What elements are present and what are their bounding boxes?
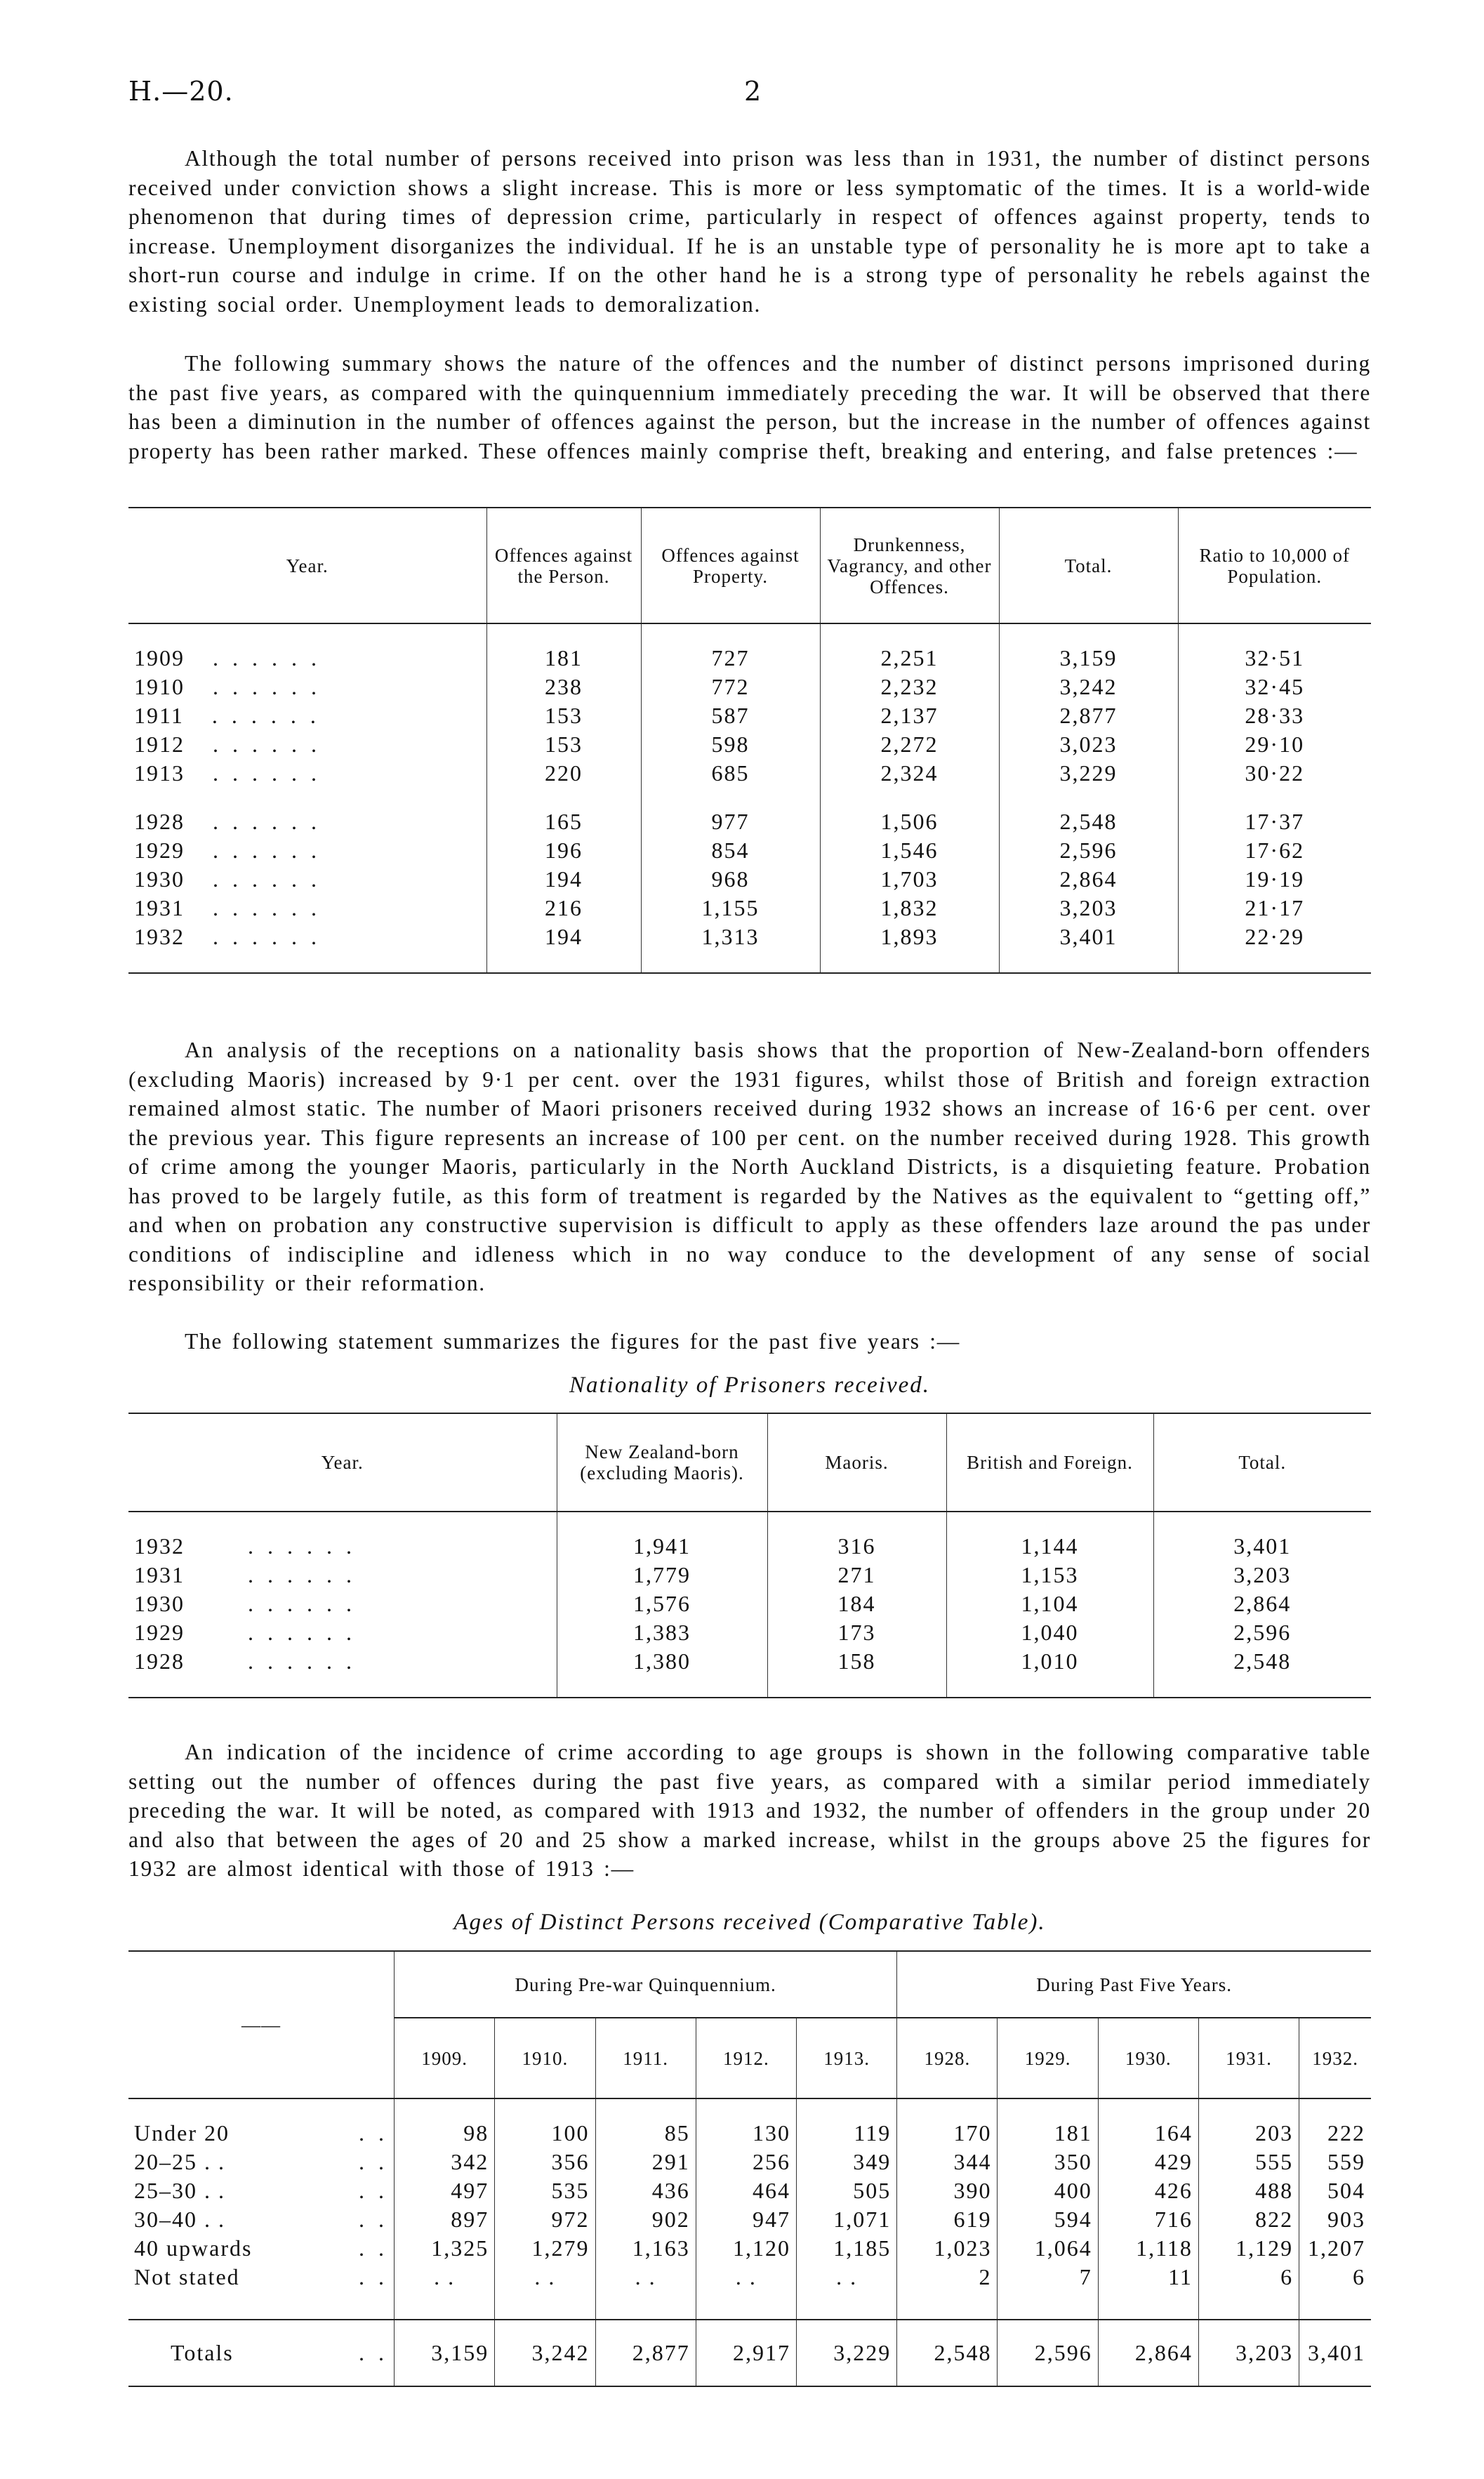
year-cell: 1928 [134,809,185,834]
page-number: 2 [744,76,762,107]
paragraph-summary-intro [128,349,1371,465]
value-cell: . . [495,2263,595,2292]
property-cell: 685 [641,759,820,788]
person-cell: 196 [486,836,641,865]
value-cell: . . [395,2263,495,2292]
leader-dots: . . [359,2178,389,2203]
col-header-year: 1932. [1299,2018,1371,2098]
table-row [128,1561,1371,1589]
leader-dots: . . [359,2235,389,2261]
col-header-drunkenness: Drunkenness, Vagrancy, and other Offences. [820,508,999,623]
age-group-label: 25–30 . . [134,2178,225,2203]
maoris-cell: 316 [767,1532,946,1561]
table-row [128,923,1371,951]
value-cell: 1,279 [495,2234,595,2263]
value-cell: 436 [595,2176,696,2205]
table-row [128,730,1371,759]
value-cell: 350 [998,2148,1098,2176]
year-cell: 1913 [134,760,185,786]
value-cell: 619 [897,2205,998,2234]
total-cell: 3,159 [999,644,1178,673]
value-cell: 256 [696,2148,796,2176]
paragraph-text: Although the total number of persons received into prison was less than in 1931, the number of distinct persons received under conviction shows a slight increase. This is more or less symptomatic of the times. It is a world-wide phenomenon that during times of depression crime, particularly in respect of offences against property, tends to increase. Unemployment disorganizes the individual. If he is an unstable type of personality he is more apt to take a short-run course and indulge in crime. If on the other hand he is a strong type of personality he rebels against the existing social order. Unemployment leads to demoralization. [128,146,1371,317]
nz-born-cell: 1,779 [557,1561,767,1589]
total-cell: 3,401 [1299,2320,1371,2386]
year-cell: 1912 [134,732,185,757]
person-cell: 220 [486,759,641,788]
paragraph-nationality-analysis [128,1036,1371,1298]
value-cell: 344 [897,2148,998,2176]
drunkenness-cell: 2,137 [820,701,999,730]
maoris-cell: 271 [767,1561,946,1589]
col-header-year: Year. [286,555,329,576]
property-cell: 854 [641,836,820,865]
col-header-year: 1929. [998,2018,1098,2098]
leader-dots: . . . . . . [213,895,321,920]
total-cell: 3,242 [495,2320,595,2386]
table-row [128,836,1371,865]
totals-label: Totals [171,2340,234,2365]
value-cell: 1,325 [395,2234,495,2263]
property-cell: 1,155 [641,894,820,923]
table-row [128,1532,1371,1561]
age-group-label: Not stated [134,2264,240,2289]
value-cell: 426 [1098,2176,1198,2205]
total-cell: 2,864 [999,865,1178,894]
ratio-cell: 29·10 [1178,730,1371,759]
leader-dots: . . . . . . [213,838,321,863]
col-header-total: Total. [999,508,1178,623]
nz-born-cell: 1,383 [557,1618,767,1647]
age-group-label: 20–25 . . [134,2149,225,2174]
value-cell: 429 [1098,2148,1198,2176]
value-cell: 222 [1299,2119,1371,2148]
total-cell: 3,159 [395,2320,495,2386]
value-cell: 400 [998,2176,1098,2205]
table-row [128,673,1371,701]
total-cell: 3,242 [999,673,1178,701]
ratio-cell: 32·51 [1178,644,1371,673]
total-cell: 2,548 [897,2320,998,2386]
year-cell: 1929 [134,1620,185,1645]
total-cell: 3,229 [999,759,1178,788]
value-cell: 100 [495,2119,595,2148]
age-group-label: 30–40 . . [134,2207,225,2232]
maoris-cell: 184 [767,1589,946,1618]
value-cell: 1,120 [696,2234,796,2263]
stub-header: —— [241,2014,281,2035]
leader-dots: . . . . . . [248,1648,356,1674]
ratio-cell: 28·33 [1178,701,1371,730]
leader-dots: . . . . . . [213,674,321,699]
ratio-cell: 21·17 [1178,894,1371,923]
col-header-year: 1909. [395,2018,495,2098]
value-cell: 1,207 [1299,2234,1371,2263]
british-cell: 1,040 [946,1618,1153,1647]
value-cell: 98 [395,2119,495,2148]
table-row [128,2119,1371,2148]
col-header-british: British and Foreign. [946,1413,1153,1512]
table-row [128,759,1371,788]
totals-row [128,2320,1371,2386]
total-cell: 2,548 [999,807,1178,836]
leader-dots: . . . . . . [248,1533,356,1559]
leader-dots: . . . . . . [248,1562,356,1587]
ages-table [128,1950,1371,2387]
table-row [128,894,1371,923]
table-row [128,807,1371,836]
ratio-cell: 17·62 [1178,836,1371,865]
col-header-year: 1928. [897,2018,998,2098]
leader-dots: . . [359,2340,389,2365]
total-cell: 2,596 [1153,1618,1371,1647]
table-row [128,2148,1371,2176]
property-cell: 598 [641,730,820,759]
paragraph-text: An analysis of the receptions on a nationality basis shows that the proportion of New-Zealand-born offenders (excluding Maoris) increased by 9·1 per cent. over the 1931 figures, whilst those of British and foreign extraction remained almost static. The number of Maori prisoners received during 1932 shows an increase of 16·6 per cent. over the previous year. This figure represents an increase of 100 per cent. on the number received during 1928. This growth of crime among the younger Maoris, particularly in the North Auckland Districts, is a disquieting feature. Probation has proved to be largely futile, as this form of treatment is regarded by the Natives as the equivalent to “getting off,” and when on probation any constructive supervision is difficult to apply as these offenders laze around the pas under conditions of indiscipline and idleness which in no way conduce to the development of any sense of social responsibility or their reformation. [128,1038,1371,1295]
value-cell: 349 [796,2148,896,2176]
col-header-year: 1931. [1198,2018,1299,2098]
value-cell: 535 [495,2176,595,2205]
value-cell: 7 [998,2263,1098,2292]
col-header-total: Total. [1153,1413,1371,1512]
value-cell: . . [696,2263,796,2292]
col-header-maoris: Maoris. [767,1413,946,1512]
person-cell: 153 [486,730,641,759]
nz-born-cell: 1,576 [557,1589,767,1618]
total-cell: 3,401 [999,923,1178,951]
col-header-person: Offences against the Person. [486,508,641,623]
table-row [128,644,1371,673]
leader-dots: . . . . . . [213,866,321,892]
value-cell: 356 [495,2148,595,2176]
person-cell: 194 [486,923,641,951]
total-cell: 2,917 [696,2320,796,2386]
value-cell: 559 [1299,2148,1371,2176]
value-cell: 716 [1098,2205,1198,2234]
value-cell: 947 [696,2205,796,2234]
table-row [128,701,1371,730]
person-cell: 216 [486,894,641,923]
total-cell: 3,203 [999,894,1178,923]
table-row [128,2205,1371,2234]
value-cell: 505 [796,2176,896,2205]
total-cell: 2,864 [1098,2320,1198,2386]
drunkenness-cell: 1,703 [820,865,999,894]
value-cell: 488 [1198,2176,1299,2205]
value-cell: 342 [395,2148,495,2176]
value-cell: 6 [1299,2263,1371,2292]
document-code: H.—20. [128,76,234,107]
ratio-cell: 19·19 [1178,865,1371,894]
maoris-cell: 173 [767,1618,946,1647]
value-cell: 1,064 [998,2234,1098,2263]
person-cell: 238 [486,673,641,701]
value-cell: 902 [595,2205,696,2234]
year-cell: 1930 [134,1591,185,1616]
leader-dots: . . . . . . [248,1591,356,1616]
value-cell: 130 [696,2119,796,2148]
person-cell: 165 [486,807,641,836]
year-cell: 1930 [134,866,185,892]
property-cell: 727 [641,644,820,673]
table-row [128,1589,1371,1618]
col-header-nz-born: New Zealand-born (excluding Maoris). [557,1413,767,1512]
year-cell: 1910 [134,674,185,699]
leader-dots: . . [359,2149,389,2174]
table-row [128,2263,1371,2292]
property-cell: 1,313 [641,923,820,951]
drunkenness-cell: 1,832 [820,894,999,923]
value-cell: 1,023 [897,2234,998,2263]
value-cell: 594 [998,2205,1098,2234]
british-cell: 1,153 [946,1561,1153,1589]
value-cell: 1,185 [796,2234,896,2263]
leader-dots: . . . . . . [211,703,320,728]
total-cell: 3,203 [1153,1561,1371,1589]
col-header-property: Offences against Property. [641,508,820,623]
ages-table-caption: Ages of Distinct Persons received (Comparative Table). [453,1910,1046,1935]
year-cell: 1929 [134,838,185,863]
leader-dots: . . [359,2120,389,2146]
col-header-year: 1912. [696,2018,796,2098]
nz-born-cell: 1,941 [557,1532,767,1561]
ratio-cell: 30·22 [1178,759,1371,788]
year-cell: 1932 [134,1533,185,1559]
value-cell: 6 [1198,2263,1299,2292]
drunkenness-cell: 2,232 [820,673,999,701]
nz-born-cell: 1,380 [557,1647,767,1676]
total-cell: 3,401 [1153,1532,1371,1561]
paragraph-text: The following statement summarizes the figures for the past five years :— [185,1329,960,1354]
value-cell: 1,118 [1098,2234,1198,2263]
value-cell: 1,163 [595,2234,696,2263]
drunkenness-cell: 2,324 [820,759,999,788]
page-header [128,76,1371,111]
paragraph-unemployment [128,144,1371,319]
col-header-ratio: Ratio to 10,000 of Population. [1178,508,1371,623]
total-cell: 3,023 [999,730,1178,759]
table-row [128,1618,1371,1647]
value-cell: 291 [595,2148,696,2176]
paragraph-text: The following summary shows the nature of the offences and the number of distinct persons imprisoned during the past five years, as compared with the quinquennium immediately preceding the war. It will be observed that there has been a diminution in the number of offences against the person, but the increase in the number of offences against property has been rather marked. These offences mainly comprise theft, breaking and entering, and false pretences :— [128,351,1371,463]
year-cell: 1931 [134,1562,185,1587]
leader-dots: . . . . . . [248,1620,356,1645]
value-cell: 119 [796,2119,896,2148]
value-cell: 85 [595,2119,696,2148]
person-cell: 153 [486,701,641,730]
value-cell: 497 [395,2176,495,2205]
value-cell: 390 [897,2176,998,2205]
total-cell: 2,548 [1153,1647,1371,1676]
total-cell: 2,596 [999,836,1178,865]
leader-dots: . . . . . . [213,645,321,670]
offences-table [128,507,1371,974]
table-row [128,2176,1371,2205]
group-header-prewar: During Pre-war Quinquennium. [395,1951,897,2018]
value-cell: 2 [897,2263,998,2292]
value-cell: . . [595,2263,696,2292]
total-cell: 2,864 [1153,1589,1371,1618]
property-cell: 968 [641,865,820,894]
col-header-year: 1913. [796,2018,896,2098]
value-cell: 1,129 [1198,2234,1299,2263]
ratio-cell: 17·37 [1178,807,1371,836]
leader-dots: . . . . . . [213,760,321,786]
total-cell: 3,229 [796,2320,896,2386]
drunkenness-cell: 1,506 [820,807,999,836]
year-cell: 1928 [134,1648,185,1674]
property-cell: 772 [641,673,820,701]
table-row [128,865,1371,894]
year-cell: 1932 [134,924,185,949]
leader-dots: . . . . . . [213,924,321,949]
year-cell: 1911 [134,703,184,728]
drunkenness-cell: 1,546 [820,836,999,865]
total-cell: 3,203 [1198,2320,1299,2386]
person-cell: 194 [486,865,641,894]
value-cell: 555 [1198,2148,1299,2176]
paragraph-text: An indication of the incidence of crime according to age groups is shown in the following comparative table setting out the number of offences during the past five years, as compared with a similar period immediately preceding the war. It will be noted, as compared with 1913 and 1932, the number of offenders in the group under 20 and also that between the ages of 20 and 25 show a marked increase, whilst in the groups above 25 the figures for 1932 are almost identical with those of 1913 :— [128,1740,1371,1881]
value-cell: 11 [1098,2263,1198,2292]
value-cell: 972 [495,2205,595,2234]
value-cell: 181 [998,2119,1098,2148]
col-header-year: 1910. [495,2018,595,2098]
value-cell: 170 [897,2119,998,2148]
col-header-year: 1930. [1098,2018,1198,2098]
leader-dots: . . [359,2264,389,2289]
value-cell: 822 [1198,2205,1299,2234]
age-group-label: Under 20 [134,2120,230,2146]
group-header-past-five-years: During Past Five Years. [897,1951,1371,2018]
total-cell: 2,877 [999,701,1178,730]
value-cell: . . [796,2263,896,2292]
maoris-cell: 158 [767,1647,946,1676]
col-header-year: 1911. [595,2018,696,2098]
value-cell: 1,071 [796,2205,896,2234]
value-cell: 897 [395,2205,495,2234]
british-cell: 1,144 [946,1532,1153,1561]
leader-dots: . . . . . . [213,732,321,757]
person-cell: 181 [486,644,641,673]
ratio-cell: 22·29 [1178,923,1371,951]
value-cell: 504 [1299,2176,1371,2205]
property-cell: 977 [641,807,820,836]
year-cell: 1931 [134,895,185,920]
property-cell: 587 [641,701,820,730]
nationality-table-caption: Nationality of Prisoners received. [569,1373,931,1398]
value-cell: 203 [1198,2119,1299,2148]
value-cell: 164 [1098,2119,1198,2148]
total-cell: 2,877 [595,2320,696,2386]
col-header-year: Year. [321,1452,364,1473]
paragraph-statement-intro [128,1327,1371,1356]
value-cell: 903 [1299,2205,1371,2234]
age-group-label: 40 upwards [134,2235,253,2261]
leader-dots: . . [359,2207,389,2232]
year-cell: 1909 [134,645,185,670]
ratio-cell: 32·45 [1178,673,1371,701]
nationality-table [128,1413,1371,1698]
table-row [128,2234,1371,2263]
drunkenness-cell: 1,893 [820,923,999,951]
paragraph-age-groups [128,1738,1371,1884]
drunkenness-cell: 2,251 [820,644,999,673]
total-cell: 2,596 [998,2320,1098,2386]
british-cell: 1,104 [946,1589,1153,1618]
leader-dots: . . . . . . [213,809,321,834]
value-cell: 464 [696,2176,796,2205]
drunkenness-cell: 2,272 [820,730,999,759]
british-cell: 1,010 [946,1647,1153,1676]
table-row [128,1647,1371,1676]
